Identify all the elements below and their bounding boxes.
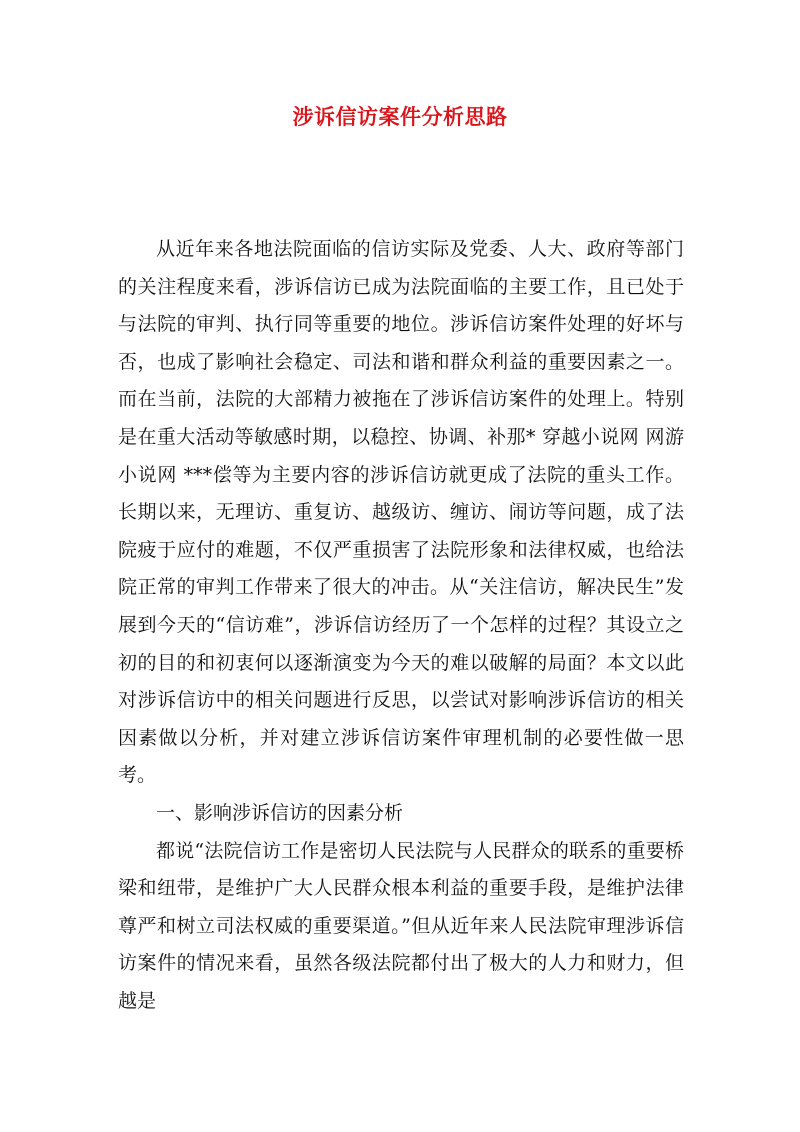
document-body: [118, 231, 684, 1020]
paragraph-intro: 从近年来各地法院面临的信访实际及党委、人大、政府等部门的关注程度来看，涉诉信访已成为法院面临的主要工作，且已处于与法院的审判、执行同等重要的地位。涉诉信访案件处理的好坏与否，也成了影响社会稳定、司法和谐和群众利益的重要因素之一。而在当前，法院的大部精力被拖在了涉诉信访案件的处理上。特别是在重大活动等敏感时期，以稳控、协调、补那* 穿越小说网 网游小说网 ***偿等为主要内容的涉诉信访就更成了法院的重头工作。长期以来，无理访、重复访、越级访、缠访、闹访等问题，成了法院疲于应付的难题，不仅严重损害了法院形象和法律权威，也给法院正常的审判工作带来了很大的冲击。从“关注信访，解决民生”发展到今天的“信访难”，涉诉信访经历了一个怎样的过程？其设立之初的目的和初衷何以逐渐演变为今天的难以破解的局面？本文以此对涉诉信访中的相关问题进行反思，以尝试对影响涉诉信访的相关因素做以分析，并对建立涉诉信访案件审理机制的必要性做一思考。: [118, 238, 684, 787]
section-heading: 一、影响涉诉信访的因素分析: [156, 801, 404, 824]
paragraph-section-1: 都说“法院信访工作是密切人民法院与人民群众的联系的重要桥梁和纽带，是维护广大人民群众根本利益的重要手段，是维护法律尊严和树立司法权威的重要渠道。”但从近年来人民法院审理涉诉信访案件的情况来看，虽然各级法院都付出了极大的人力和财力，但越是: [118, 839, 684, 1012]
document-title: 涉诉信访案件分析思路: [292, 104, 508, 129]
